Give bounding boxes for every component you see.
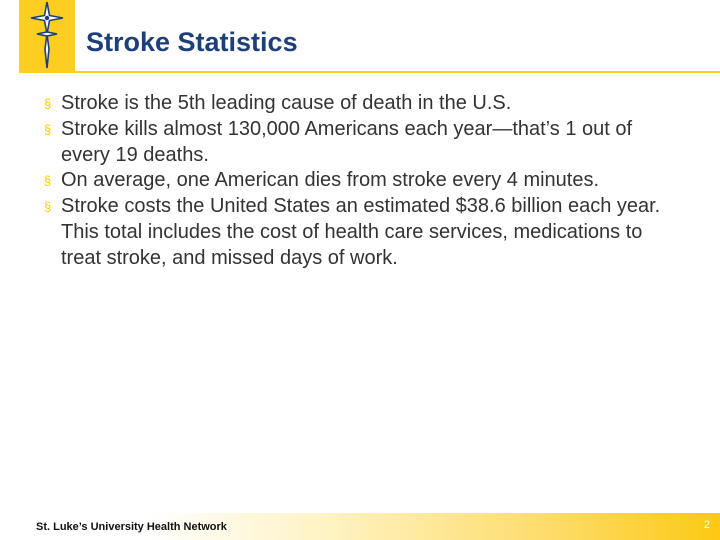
slide-title: Stroke Statistics — [86, 27, 298, 57]
bullet-item — [44, 117, 684, 169]
logo-box — [19, 0, 75, 73]
page-number: 2 — [703, 519, 710, 531]
bullet-text: On average, one American dies from stroke every 4 minutes. — [61, 169, 600, 192]
star-cross-icon — [19, 0, 75, 73]
footer-organization: St. Luke’s University Health Network — [36, 521, 227, 533]
bullet-text: Stroke costs the United States an estimated $38.6 billion each year. This total includes the cost of health care services, medications to treat stroke, and missed days of work. — [61, 195, 661, 269]
bullet-marker: § — [44, 199, 52, 215]
title-underline — [75, 71, 720, 73]
bullet-marker: § — [44, 173, 52, 189]
bullet-marker: § — [44, 96, 52, 111]
bullet-marker: § — [44, 121, 52, 137]
bullet-item — [44, 194, 684, 271]
bullet-list — [44, 91, 684, 272]
bullet-text: Stroke kills almost 130,000 Americans each year—that’s 1 out of every 19 deaths. — [61, 117, 633, 166]
bullet-item — [44, 91, 684, 117]
bullet-text: Stroke is the 5th leading cause of death in the U.S. — [61, 92, 512, 114]
bullet-item — [44, 168, 684, 194]
